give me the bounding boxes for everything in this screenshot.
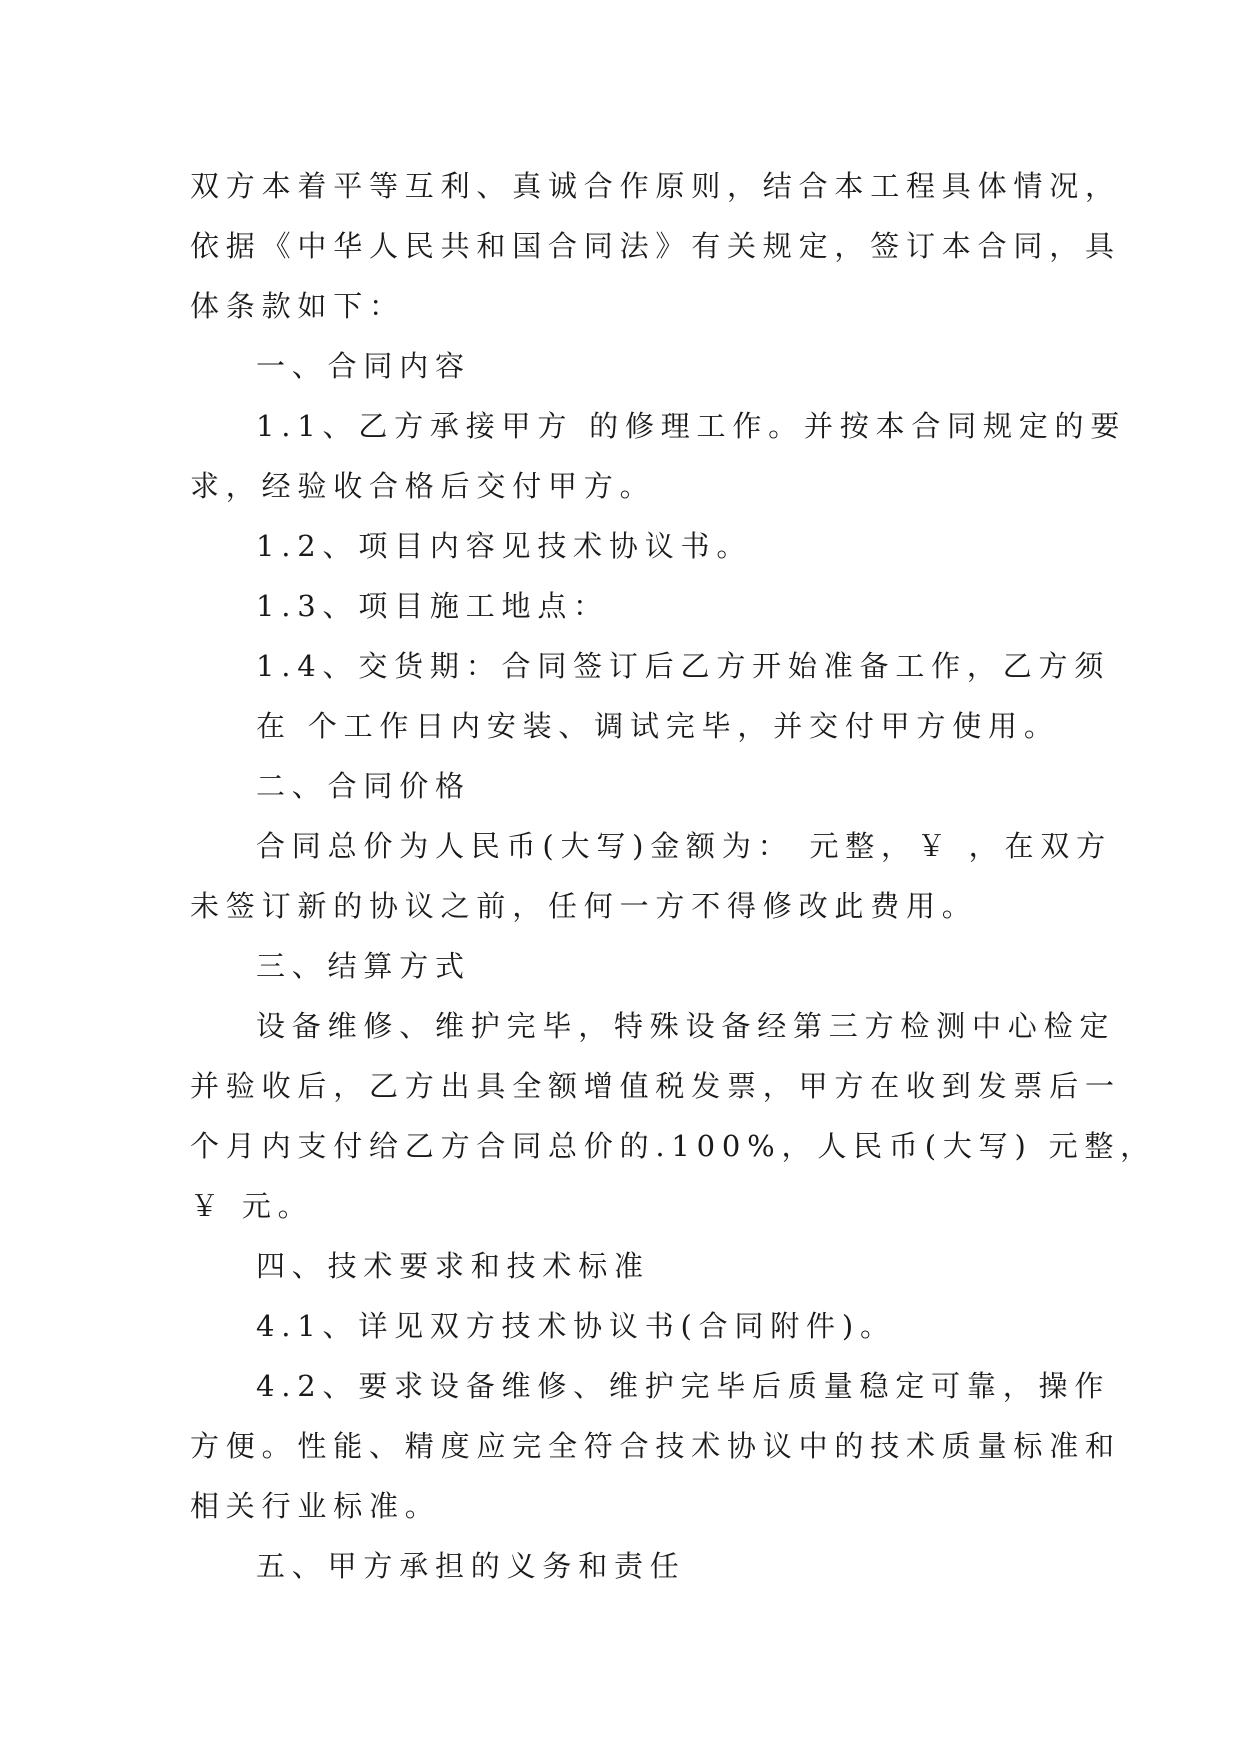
text-line: 相关行业标准。: [190, 1489, 441, 1523]
section-heading: 五、甲方承担的义务和责任: [256, 1549, 686, 1583]
text-line: 在 个工作日内安装、调试完毕，并交付甲方使用。: [256, 709, 1060, 743]
text-line: 并验收后，乙方出具全额增值税发票，甲方在收到发票后一: [190, 1069, 1121, 1103]
clause-line: 1.2、项目内容见技术协议书。: [256, 529, 753, 563]
text-line: ￥ 元。: [190, 1189, 314, 1223]
clause-line: 4.2、要求设备维修、维护完毕后质量稳定可靠，操作: [256, 1369, 1111, 1403]
section-heading: 四、技术要求和技术标准: [256, 1249, 650, 1283]
text-line: 个月内支付给乙方合同总价的.100%，人民币(大写) 元整，: [190, 1129, 1156, 1163]
text-line: 体条款如下：: [190, 289, 405, 323]
text-line: 方便。性能、精度应完全符合技术协议中的技术质量标准和: [190, 1429, 1121, 1463]
clause-line: 设备维修、维护完毕，特殊设备经第三方检测中心检定: [256, 1009, 1116, 1043]
text-line: 依据《中华人民共和国合同法》有关规定，签订本合同，具: [190, 229, 1121, 263]
contract-body: [190, 156, 1156, 1596]
clause-line: 1.1、乙方承接甲方 的修理工作。并按本合同规定的要: [256, 409, 1127, 443]
clause-line: 1.3、项目施工地点：: [256, 589, 609, 623]
text-line: 未签订新的协议之前，任何一方不得修改此费用。: [190, 889, 978, 923]
section-heading: 一、合同内容: [256, 349, 471, 383]
clause-line: 4.1、详见双方技术协议书(合同附件)。: [256, 1309, 896, 1343]
clause-line: 合同总价为人民币(大写)金额为： 元整，￥ ，在双方: [256, 829, 1112, 863]
section-heading: 三、结算方式: [256, 949, 471, 983]
text-line: 求，经验收合格后交付甲方。: [190, 469, 656, 503]
text-line: 双方本着平等互利、真诚合作原则，结合本工程具体情况，: [190, 169, 1121, 203]
section-heading: 二、合同价格: [256, 769, 471, 803]
clause-line: 1.4、交货期：合同签订后乙方开始准备工作，乙方须: [256, 649, 1111, 683]
